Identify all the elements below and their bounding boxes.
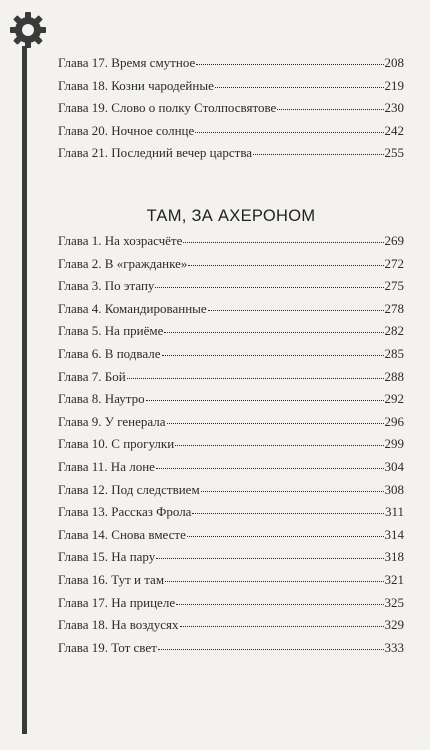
toc-entry-page: 296 [384, 413, 404, 429]
dot-leader [127, 378, 384, 379]
toc-entry-label: Глава 6. В подвале [58, 345, 161, 361]
toc-entry-page: 242 [384, 122, 404, 138]
sidebar-bar [22, 46, 27, 734]
toc-entry-label: Глава 20. Ночное солнце [58, 122, 195, 138]
toc-entry [58, 257, 404, 280]
toc-entry [58, 279, 404, 302]
toc-entry-label: Глава 19. Слово о полку Столпосвятове [58, 100, 277, 116]
toc-entry-label: Глава 4. Командированные [58, 300, 207, 316]
toc-entry [58, 415, 404, 438]
toc-entry-label: Глава 9. У генерала [58, 413, 166, 429]
dot-leader [176, 604, 383, 605]
toc-entry [58, 483, 404, 506]
dot-leader [195, 132, 383, 133]
toc-entry [58, 437, 404, 460]
toc-entry [58, 302, 404, 325]
toc-entry [58, 79, 404, 102]
toc-entry-label: Глава 18. Козни чародейные [58, 77, 214, 93]
toc-entry-page: 219 [384, 77, 404, 93]
dot-leader [155, 287, 383, 288]
toc-entry-label: Глава 17. На прицеле [58, 594, 176, 610]
dot-leader [196, 64, 383, 65]
toc-entry [58, 460, 404, 483]
toc-entry-label: Глава 11. На лоне [58, 458, 155, 474]
dot-leader [167, 423, 384, 424]
toc-entry [58, 550, 404, 573]
dot-leader [187, 536, 384, 537]
toc-part-2 [58, 234, 404, 663]
dot-leader [192, 513, 384, 514]
toc-entry-page: 269 [384, 233, 404, 248]
toc-entry-label: Глава 16. Тут и там [58, 571, 165, 587]
toc-entry-label: Глава 21. Последний вечер царства [58, 145, 253, 161]
toc-entry-page: 329 [384, 617, 404, 633]
section-title: ТАМ, ЗА АХЕРОНОМ [146, 207, 316, 225]
toc-entry-label: Глава 2. В «гражданке» [58, 255, 188, 271]
dot-leader [277, 109, 383, 110]
toc-entry-page: 230 [384, 100, 404, 116]
dot-leader [164, 332, 383, 333]
dot-leader [180, 626, 384, 627]
toc-entry-page: 278 [384, 300, 404, 316]
toc-entry-page: 275 [384, 278, 404, 294]
toc-entry-label: Глава 10. С прогулки [58, 436, 175, 452]
dot-leader [175, 445, 383, 446]
toc-entry [58, 596, 404, 619]
dot-leader [165, 581, 383, 582]
toc-entry-page: 282 [384, 323, 404, 339]
toc-entry-page: 272 [384, 255, 404, 271]
toc-entry-page: 255 [384, 145, 404, 161]
toc-entry [58, 392, 404, 415]
dot-leader [156, 558, 383, 559]
toc-entry-label: Глава 5. На приёме [58, 323, 164, 339]
toc-entry-page: 314 [384, 526, 404, 542]
toc-entry [58, 505, 404, 528]
toc-entry-label: Глава 1. На хозрасчёте [58, 233, 183, 248]
dot-leader [253, 154, 383, 155]
toc-entry-page: 292 [384, 391, 404, 407]
toc-entry-label: Глава 18. На воздусях [58, 617, 179, 633]
dot-leader [188, 265, 383, 266]
toc-entry [58, 618, 404, 641]
toc-entry-label: Глава 3. По этапу [58, 278, 155, 294]
toc-entry-label: Глава 15. На пару [58, 549, 156, 565]
toc-entry-label: Глава 8. Наутро [58, 391, 145, 407]
dot-leader [162, 355, 384, 356]
toc-entry-page: 325 [384, 594, 404, 610]
toc-entry-page: 318 [384, 549, 404, 565]
toc-entry-page: 299 [384, 436, 404, 452]
toc-entry-page: 333 [384, 639, 404, 655]
dot-leader [215, 87, 384, 88]
toc-entry-label: Глава 7. Бой [58, 368, 126, 384]
toc-entry [58, 641, 404, 664]
toc-entry-label: Глава 17. Время смутное [58, 55, 196, 70]
toc-entry [58, 101, 404, 124]
toc-entry-page: 321 [384, 571, 404, 587]
dot-leader [158, 649, 384, 650]
toc-entry-label: Глава 12. Под следствием [58, 481, 200, 497]
toc-entry-page: 311 [384, 504, 404, 520]
toc-entry [58, 573, 404, 596]
dot-leader [208, 310, 384, 311]
toc-entry [58, 347, 404, 370]
toc-entry [58, 370, 404, 393]
dot-leader [156, 468, 384, 469]
toc-part-1 [58, 56, 404, 169]
toc-entry [58, 234, 404, 257]
dot-leader [183, 242, 383, 243]
toc-entry-label: Глава 14. Снова вместе [58, 526, 186, 542]
toc-entry [58, 56, 404, 79]
toc-entry [58, 528, 404, 551]
toc-entry-page: 208 [384, 55, 404, 70]
toc-entry-page: 285 [384, 345, 404, 361]
toc-entry [58, 324, 404, 347]
toc-entry [58, 146, 404, 169]
toc-entry-page: 308 [384, 481, 404, 497]
toc-entry-page: 288 [384, 368, 404, 384]
dot-leader [146, 400, 384, 401]
toc-entry-label: Глава 19. Тот свет [58, 639, 157, 655]
toc-entry-label: Глава 13. Рассказ Фрола [58, 504, 192, 520]
toc-entry-page: 304 [384, 458, 404, 474]
toc-entry [58, 124, 404, 147]
dot-leader [201, 491, 384, 492]
gear-icon [8, 10, 48, 50]
